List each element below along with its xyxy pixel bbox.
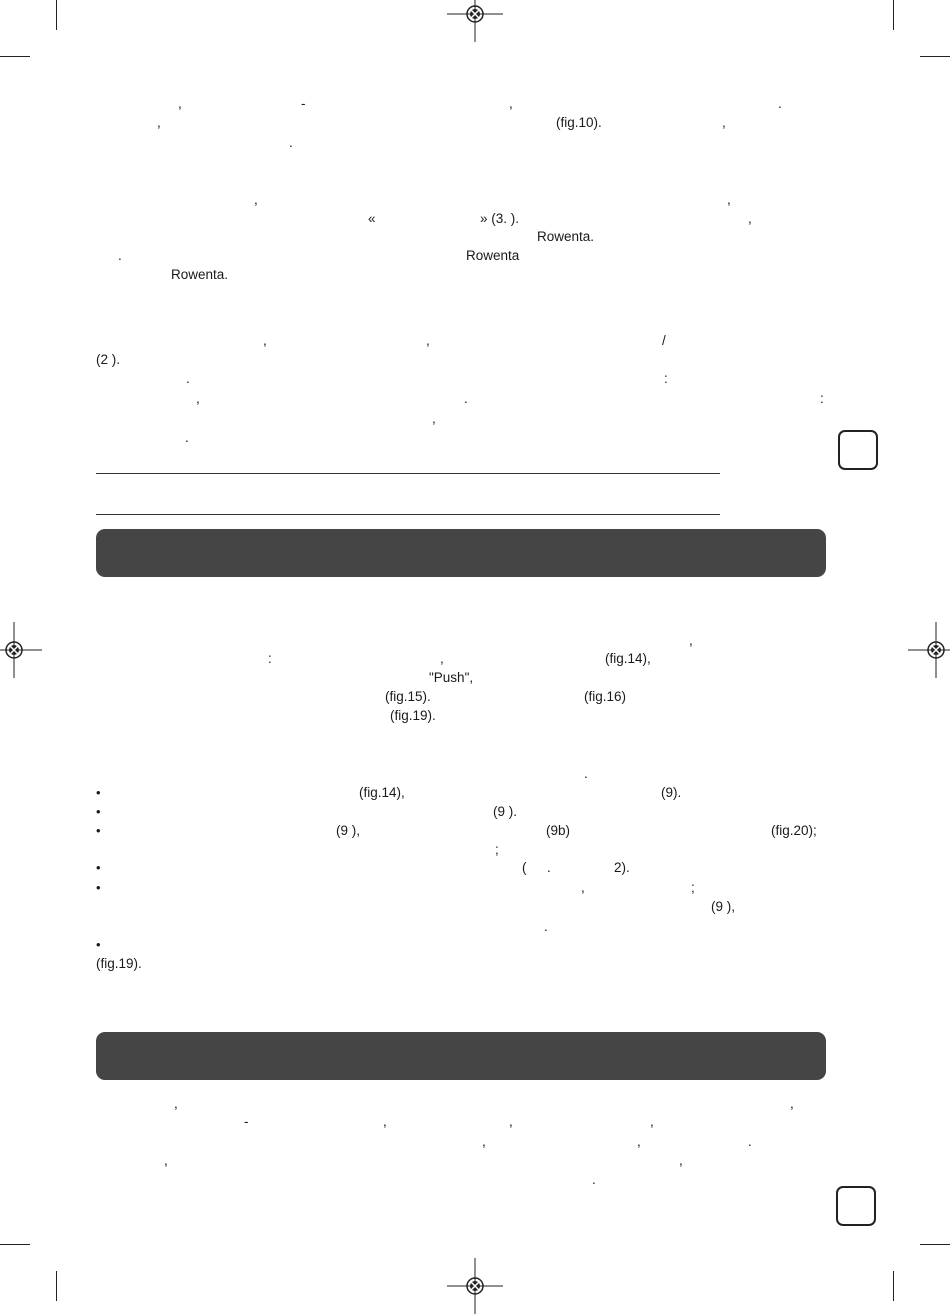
text-fragment: , [178,96,182,111]
brand-name: Rowenta. [537,229,595,244]
figure-reference: (fig.10). [556,115,602,130]
divider-line [96,514,720,515]
text-fragment: : [268,651,272,666]
text-fragment: . [544,919,548,934]
text-fragment: , [679,1153,683,1168]
divider-line [96,473,720,474]
text-fragment: , [383,1114,387,1129]
text-fragment: - [244,1114,249,1129]
registration-mark-bottom-icon [447,1258,503,1314]
text-fragment: , [254,192,258,207]
text-fragment: , [722,115,726,130]
text-fragment: (9 ), [711,899,736,914]
text-fragment: , [637,1134,641,1149]
text-fragment: ; [495,842,499,857]
text-fragment: . [464,391,468,406]
text-fragment: , [482,1134,486,1149]
bullet: • [96,937,101,952]
bullet: • [96,860,101,875]
text-fragment: . [592,1172,596,1187]
bullet: • [96,804,101,819]
crop-mark-bottom-left-h [0,1244,30,1245]
text-fragment: , [432,411,436,426]
bullet: • [96,823,101,838]
text-fragment: , [727,192,731,207]
text-fragment: , [509,1114,513,1129]
text-fragment: » (3. ). [480,211,520,226]
figure-reference: (fig.19). [390,708,436,723]
text-fragment: / [662,333,666,348]
text-fragment: ( [522,860,527,875]
crop-mark-bottom-right-v [893,1271,894,1301]
figure-reference: (fig.14), [359,785,405,800]
text-fragment: (9 ), [336,823,361,838]
page-number-box [836,1186,876,1226]
button-name-push: "Push", [429,670,474,685]
text-fragment: . [584,766,588,781]
crop-mark-top-left-v [56,0,57,30]
bullet: • [96,785,101,800]
figure-reference: (fig.19). [96,956,142,971]
text-fragment: . [186,371,190,386]
brand-name: Rowenta. [171,267,229,282]
text-fragment: , [263,333,267,348]
text-fragment: , [581,880,585,895]
figure-reference: (fig.15). [385,689,431,704]
text-fragment: , [509,96,513,111]
text-fragment: , [426,333,430,348]
text-fragment: , [748,211,752,226]
registration-mark-top-icon [447,0,503,42]
text-fragment: - [301,96,306,111]
crop-mark-bottom-right-h [920,1244,950,1245]
section-header-band [96,529,826,577]
text-fragment: ; [691,880,695,895]
text-fragment: . [547,860,551,875]
text-fragment: , [689,633,693,648]
crop-mark-top-right-h [920,56,950,57]
text-fragment: (9). [661,785,682,800]
text-fragment: 2). [614,860,630,875]
text-fragment: . [289,135,293,150]
text-fragment: , [790,1096,794,1111]
text-fragment: , [157,115,161,130]
figure-reference: (fig.20); [771,823,817,838]
text-fragment: : [820,391,824,406]
text-fragment: « [368,211,376,226]
text-fragment: : [664,371,668,386]
crop-mark-top-left-h [0,56,30,57]
crop-mark-bottom-left-v [56,1271,57,1301]
text-fragment: . [778,96,782,111]
text-fragment: , [650,1114,654,1129]
text-fragment: , [196,391,200,406]
text-fragment: (9 ). [493,804,518,819]
brand-name: Rowenta [466,248,520,263]
text-fragment: , [164,1153,168,1168]
text-fragment: . [748,1134,752,1149]
crop-mark-top-right-v [893,0,894,30]
text-fragment: (2 ). [96,352,121,367]
section-header-band [96,1032,826,1080]
registration-mark-right-icon [908,622,950,678]
figure-reference: (fig.14), [605,651,651,666]
text-fragment: , [174,1096,178,1111]
language-tab-box [838,430,878,470]
text-fragment: . [185,430,189,445]
text-fragment: (9b) [546,823,571,838]
registration-mark-left-icon [0,622,42,678]
text-fragment: , [440,651,444,666]
figure-reference: (fig.16) [584,689,627,704]
bullet: • [96,880,101,895]
text-fragment: . [118,248,122,263]
